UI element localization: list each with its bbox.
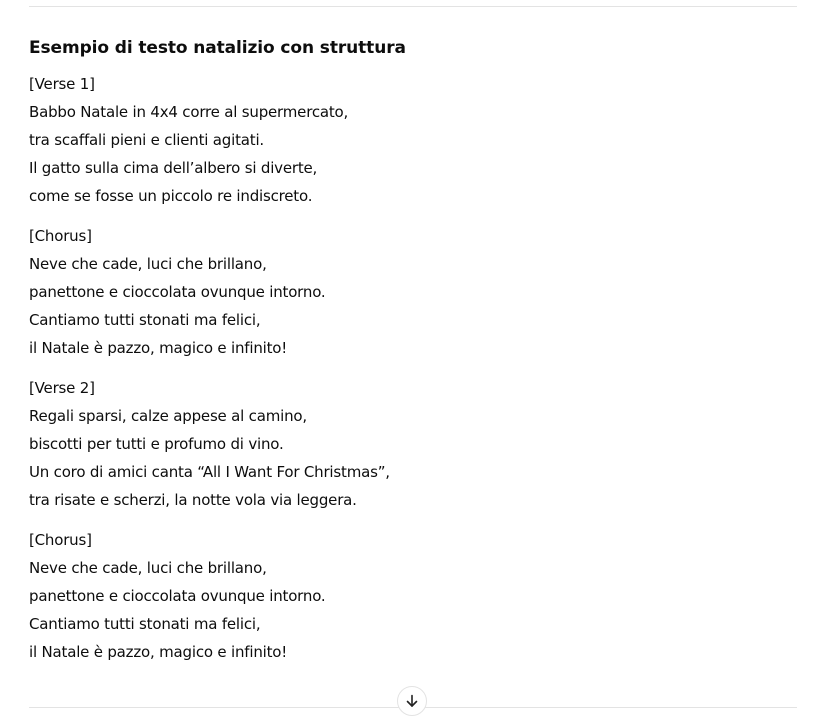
stanza-chorus-2 — [29, 526, 797, 666]
lyric-line: il Natale è pazzo, magico e infinito! — [29, 643, 288, 661]
stanza-label: [Chorus] — [29, 531, 92, 549]
lyric-line: Neve che cade, luci che brillano, — [29, 559, 267, 577]
lyric-line: Neve che cade, luci che brillano, — [29, 255, 267, 273]
stanza-label: [Verse 2] — [29, 379, 95, 397]
stanza-label: [Verse 1] — [29, 75, 95, 93]
stanza-verse-1 — [29, 70, 797, 210]
lyric-line: tra risate e scherzi, la notte vola via leggera. — [29, 491, 357, 509]
lyric-line: tra scaffali pieni e clienti agitati. — [29, 131, 264, 149]
lyric-line: Cantiamo tutti stonati ma felici, — [29, 615, 261, 633]
section-heading: Esempio di testo natalizio con struttura — [29, 38, 406, 58]
lyric-line: Un coro di amici canta “All I Want For Christmas”, — [29, 463, 390, 481]
stanza-chorus-1 — [29, 222, 797, 362]
message-content — [29, 36, 797, 666]
lyric-line: come se fosse un piccolo re indiscreto. — [29, 187, 313, 205]
lyric-line: Il gatto sulla cima dell’albero si diverte, — [29, 159, 318, 177]
lyric-line: biscotti per tutti e profumo di vino. — [29, 435, 284, 453]
lyric-line: Regali sparsi, calze appese al camino, — [29, 407, 307, 425]
stanza-verse-2 — [29, 374, 797, 514]
lyric-line: Cantiamo tutti stonati ma felici, — [29, 311, 261, 329]
stanza-label: [Chorus] — [29, 227, 92, 245]
top-divider — [29, 6, 797, 7]
lyric-line: Babbo Natale in 4x4 corre al supermercato, — [29, 103, 349, 121]
lyric-line: il Natale è pazzo, magico e infinito! — [29, 339, 288, 357]
lyric-line: panettone e cioccolata ovunque intorno. — [29, 283, 326, 301]
scroll-to-bottom-button[interactable] — [397, 686, 427, 716]
arrow-down-icon — [404, 693, 420, 709]
lyric-line: panettone e cioccolata ovunque intorno. — [29, 587, 326, 605]
